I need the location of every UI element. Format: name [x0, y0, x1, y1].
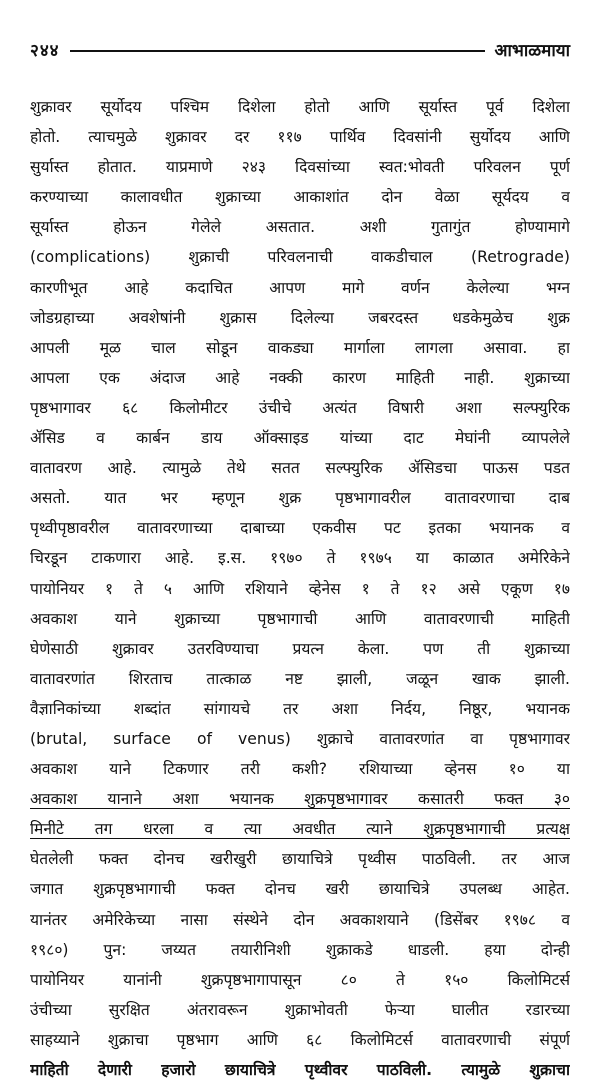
- header-rule: [70, 50, 485, 52]
- text-line: असतो. यात भर म्हणून शुक्र पृष्ठभागावरील वातावरणाचा दाब: [30, 489, 570, 508]
- text-line: १९८०) पुन: जय्यत तयारीनिशी शुक्राकडे धाडली. हया दोन्ही: [30, 940, 570, 959]
- text-line: सूर्यास्त होऊन गेलेले असतात. अशी गुतागुंत होण्यामागे: [30, 218, 570, 237]
- text-line: सुर्यास्त होतात. याप्रमाणे २४३ दिवसांच्या स्वत:भोवती परिवलन पूर्ण: [30, 158, 570, 177]
- text-line: शुक्रावर सूर्योदय पश्चिम दिशेला होतो आणि सूर्यास्त पूर्व दिशेला: [30, 98, 570, 116]
- text-line: पृथ्वीपृष्ठावरील वातावरणाच्या दाबाच्या एकवीस पट इतका भयानक व: [30, 519, 570, 538]
- book-title: आभाळमाया: [494, 40, 570, 61]
- text-line: चिरडून टाकणारा आहे. इ.स. १९७० ते १९७५ या काळात अमेरिकेने: [30, 549, 570, 568]
- text-line: अवकाश याने शुक्राच्या पृष्ठभागाची आणि वातावरणाची माहिती: [30, 609, 570, 628]
- text-line: अवकाश याने टिकणार तरी कशी? रशियाच्या व्हेनस १० या: [30, 760, 570, 779]
- text-line: होतो. त्याचमुळे शुक्रावर दर ११७ पार्थिव दिवसांनी सुर्योदय आणि: [30, 128, 570, 147]
- text-line: करण्याच्या कालावधीत शुक्राच्या आकाशांत दोन वेळा सूर्यदय व: [30, 188, 570, 207]
- text-line: घेणेसाठी शुक्रावर उतरविण्याचा प्रयत्न केला. पण ती शुक्राच्या: [30, 639, 570, 658]
- text-line: आपला एक अंदाज आहे नक्की कारण माहिती नाही. शुक्राच्या: [30, 368, 570, 387]
- text-line: माहिती देणारी हजारो छायाचित्रे पृथ्वीवर पाठविली. त्यामुळे शुक्राचा: [30, 1061, 570, 1079]
- text-line: आपली मूळ चाल सोडून वाकड्या मार्गाला लागला असावा. हा: [30, 338, 570, 357]
- text-line: जगात शुक्रपृष्ठभागाची फक्त दोनच खरी छायाचित्रे उपलब्ध आहेत.: [30, 880, 570, 899]
- body-text: [30, 92, 570, 1085]
- text-line: साहय्याने शुक्राचा पृष्ठभाग आणि ६८ किलोमिटर्स वातावरणाची संपूर्ण: [30, 1030, 570, 1049]
- text-line: यानंतर अमेरिकेच्या नासा संस्थेने दोन अवकाशयाने (डिसेंबर १९७८ व: [30, 910, 570, 929]
- text-line: उंचीच्या सुरक्षित अंतरावरून शुक्राभोवती फेऱ्या घालीत रडारच्या: [30, 1000, 570, 1019]
- text-line: घेतलेली फक्त दोनच खरीखुरी छायाचित्रे पृथ्वीस पाठविली. तर आज: [30, 850, 570, 869]
- text-line: पायोनियर १ ते ५ आणि रशियाने व्हेनेस १ ते १२ असे एकूण १७: [30, 579, 570, 598]
- text-line: जोडग्रहाच्या अवशेषांनी शुक्रास दिलेल्या जबरदस्त धडकेमुळेच शुक्र: [30, 308, 570, 327]
- text-line: वैज्ञानिकांच्या शब्दांत सांगायचे तर अशा निर्दय, निष्ठूर, भयानक: [30, 699, 570, 718]
- text-line: ॲसिड व कार्बन डाय ऑक्साइड यांच्या दाट मेघांनी व्यापलेले: [30, 429, 570, 448]
- text-line: कारणीभूत आहे कदाचित आपण मागे वर्णन केलेल्या भग्न: [30, 278, 570, 297]
- text-line: अवकाश यानाने अशा भयानक शुक्रपृष्ठभागावर कसातरी फक्त ३०: [30, 790, 570, 809]
- text-line: (brutal, surface of venus) शुक्राचे वातावरणांत वा पृष्ठभागावर: [30, 729, 570, 748]
- text-line: वातावरण आहे. त्यामुळे तेथे सतत सल्फ्युरिक ॲसिडचा पाऊस पडत: [30, 459, 570, 478]
- text-line: पायोनियर यानांनी शुक्रपृष्ठभागापासून ८० ते १५० किलोमिटर्स: [30, 970, 570, 989]
- text-line: मिनीटे तग धरला व त्या अवधीत त्याने शुक्रपृष्ठभागाची प्रत्यक्ष: [30, 820, 570, 839]
- text-line: (complications) शुक्राची परिवलनाची वाकडीचाल (Retrograde): [30, 248, 570, 267]
- page-number: २४४: [30, 40, 60, 61]
- text-line: पृष्ठभागावर ६८ किलोमीटर उंचीचे अत्यंत विषारी अशा सल्फ्युरिक: [30, 398, 570, 417]
- text-line: वातावरणांत शिरताच तात्काळ नष्ट झाली, जळून खाक झाली.: [30, 669, 570, 688]
- running-header: [30, 36, 570, 62]
